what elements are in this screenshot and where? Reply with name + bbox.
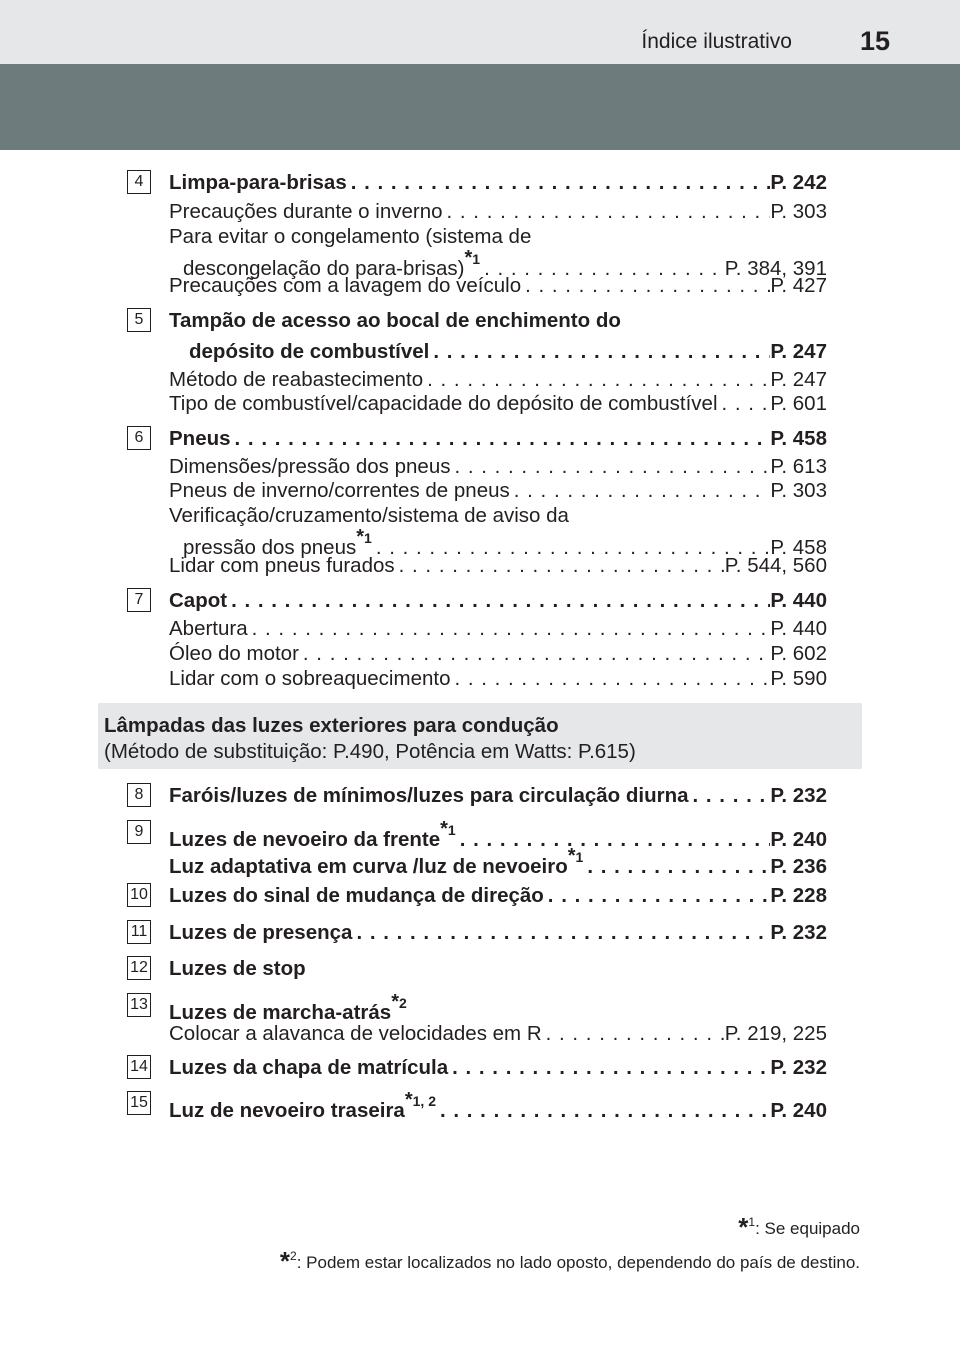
sub-entry-text: descongelação do para-brisas) — [183, 256, 465, 280]
leader-dots — [395, 554, 725, 578]
callout-number: 11 — [127, 920, 151, 944]
sub-entry-label: Abertura — [169, 617, 248, 640]
entry-heading — [169, 309, 827, 333]
entry-text: Luzes de marcha-atrás — [169, 1000, 392, 1024]
sub-entry — [169, 479, 827, 503]
entry-heading — [169, 1089, 827, 1123]
leader-dots — [583, 855, 770, 879]
sub-entry — [169, 200, 827, 224]
entry-label — [169, 845, 584, 879]
footnote-marker: *1 — [440, 818, 456, 840]
page-reference: P. 440 — [770, 589, 827, 612]
entry-label — [169, 991, 407, 1025]
sub-entry — [169, 504, 827, 528]
sub-entry — [169, 368, 827, 392]
entry-label: Luzes de stop — [169, 957, 306, 980]
sub-entry — [169, 1022, 827, 1046]
entry-heading — [169, 589, 827, 613]
page-reference: P. 247 — [770, 368, 827, 391]
leader-dots — [450, 455, 770, 479]
sub-entry-label: Para evitar o congelamento (sistema de — [169, 225, 532, 248]
footnote-number: 1 — [575, 849, 584, 865]
sub-entry-label: Dimensões/pressão dos pneus — [169, 455, 451, 478]
page-reference: P. 602 — [770, 642, 827, 665]
footnote-number: 2 — [290, 1249, 297, 1263]
page-reference: P. 440 — [770, 617, 827, 640]
footnote-number: 1 — [447, 822, 456, 838]
footnote-star: * — [279, 1246, 291, 1276]
page-reference: P. 228 — [770, 884, 827, 907]
sub-entry-label: Precauções com a lavagem do veículo — [169, 274, 522, 297]
sub-entry — [169, 642, 827, 666]
page-reference: P. 303 — [770, 479, 827, 502]
leader-dots — [436, 1099, 770, 1123]
footnote-1 — [738, 1212, 860, 1243]
leader-dots — [544, 884, 771, 908]
entry-label — [169, 1089, 436, 1123]
leader-dots — [510, 479, 771, 503]
entry-label: Luzes de presença — [169, 921, 353, 944]
header-band — [0, 64, 960, 150]
entry-label: Luzes do sinal de mudança de direção — [169, 884, 544, 907]
lamps-section-box — [98, 703, 862, 769]
entry-label: Pneus — [169, 427, 231, 450]
page-reference: P. 236 — [770, 854, 827, 878]
entry-heading-continued — [169, 340, 827, 364]
sub-entry-text: pressão dos pneus — [183, 535, 357, 559]
sub-entry-label: Lidar com o sobreaquecimento — [169, 667, 451, 690]
leader-dots — [423, 368, 770, 392]
entry-text: Luzes de nevoeiro da frente — [169, 827, 441, 851]
page-reference: P. 240 — [770, 827, 827, 851]
leader-dots — [448, 1056, 770, 1080]
entry-heading — [169, 1056, 827, 1080]
leader-dots — [248, 617, 771, 641]
leader-dots — [689, 784, 771, 808]
page-reference: P. 544, 560 — [724, 554, 827, 577]
sub-entry-label: Precauções durante o inverno — [169, 200, 443, 223]
page-reference: P. 427 — [770, 274, 827, 297]
sub-entry-label: Verificação/cruzamento/sistema de aviso da — [169, 504, 569, 527]
entry-heading — [169, 991, 827, 1025]
page-reference: P. 247 — [770, 340, 827, 363]
entry-heading — [169, 884, 827, 908]
leader-dots — [299, 642, 770, 666]
page-reference: P. 242 — [770, 171, 827, 194]
sub-entry — [169, 667, 827, 691]
sub-entry-label: Óleo do motor — [169, 642, 299, 665]
page-reference: P. 219, 225 — [724, 1022, 827, 1045]
footnote-text: : Se equipado — [755, 1219, 860, 1238]
entry-label: Capot — [169, 589, 228, 612]
footnote-marker: *1 — [567, 845, 584, 867]
page-reference: P. 590 — [770, 667, 827, 690]
page-reference: P. 232 — [770, 921, 827, 944]
leader-dots — [429, 340, 770, 364]
sub-entry — [169, 617, 827, 641]
page-reference: P. 303 — [770, 200, 827, 223]
page-reference: P. 384, 391 — [724, 256, 827, 280]
leader-dots — [347, 171, 771, 195]
entry-label: Tampão de acesso ao bocal de enchimento do — [169, 309, 621, 332]
leader-dots — [542, 1022, 725, 1046]
callout-number: 10 — [127, 883, 151, 907]
entry-heading — [169, 427, 827, 451]
callout-number: 9 — [127, 820, 151, 844]
footnote-star: * — [738, 1212, 749, 1242]
page-reference: P. 613 — [770, 455, 827, 478]
entry-label: depósito de combustível — [189, 340, 430, 363]
callout-number: 6 — [127, 426, 151, 450]
page-reference: P. 458 — [770, 427, 827, 450]
footnote-marker: *2 — [391, 991, 407, 1013]
page-number: 15 — [859, 26, 890, 56]
leader-dots — [450, 667, 770, 691]
page-reference: P. 232 — [770, 1056, 827, 1079]
footnote-marker: *1 — [356, 526, 372, 548]
footnote-number: 2 — [398, 995, 407, 1011]
page-reference: P. 232 — [770, 784, 827, 807]
callout-number: 12 — [127, 956, 151, 980]
sub-entry — [169, 392, 827, 416]
sub-entry-label: Tipo de combustível/capacidade do depósito de combustível — [169, 392, 718, 415]
leader-dots — [443, 200, 771, 224]
sub-entry — [169, 274, 827, 298]
callout-number: 5 — [127, 308, 151, 332]
callout-number: 4 — [127, 170, 151, 194]
entry-label: Faróis/luzes de mínimos/luzes para circulação diurna — [169, 784, 689, 807]
callout-number: 7 — [127, 588, 151, 612]
footnote-marker: *1 — [464, 247, 481, 269]
sub-entry — [169, 554, 827, 578]
section-title: Índice ilustrativo — [641, 30, 792, 53]
footnote-2 — [280, 1246, 860, 1277]
leader-dots — [352, 921, 770, 945]
entry-heading-extra — [169, 845, 827, 879]
page-reference: P. 601 — [770, 392, 827, 415]
callout-number: 15 — [127, 1091, 151, 1115]
footnote-number: 1 — [748, 1215, 756, 1229]
entry-text: Luz adaptativa em curva /luz de nevoeiro — [169, 854, 568, 878]
page-reference: P. 458 — [770, 535, 827, 559]
footnote-number: 1, 2 — [412, 1093, 436, 1109]
sub-entry-label: Lidar com pneus furados — [169, 554, 395, 577]
callout-number: 14 — [127, 1055, 151, 1079]
leader-dots — [718, 392, 771, 416]
entry-heading — [169, 171, 827, 195]
sub-entry-label: Pneus de inverno/correntes de pneus — [169, 479, 510, 502]
sub-entry-label: Método de reabastecimento — [169, 368, 424, 391]
lamps-section-subtitle: (Método de substituição: P.490, Potência em Watts: P.615) — [104, 740, 636, 763]
entry-label: Luzes da chapa de matrícula — [169, 1056, 449, 1079]
footnote-number: 1 — [364, 530, 372, 546]
footnote-number: 1 — [472, 251, 481, 267]
lamps-section-title: Lâmpadas das luzes exteriores para condução — [104, 714, 559, 737]
entry-heading — [169, 784, 827, 808]
callout-number: 8 — [127, 783, 151, 807]
footnote-text: : Podem estar localizados no lado oposto, dependendo do país de destino. — [296, 1253, 860, 1272]
entry-heading — [169, 921, 827, 945]
sub-entry-label: Colocar a alavanca de velocidades em R — [169, 1022, 542, 1045]
leader-dots — [231, 427, 771, 451]
entry-text: Luz de nevoeiro traseira — [169, 1098, 405, 1122]
page-reference: P. 240 — [770, 1098, 827, 1122]
entry-heading — [169, 957, 827, 981]
leader-dots — [521, 274, 770, 298]
sub-entry — [169, 225, 827, 249]
entry-label: Limpa-para-brisas — [169, 171, 347, 194]
sub-entry — [169, 455, 827, 479]
leader-dots — [227, 589, 770, 613]
callout-number: 13 — [127, 993, 151, 1017]
footnote-marker: *1, 2 — [404, 1089, 436, 1111]
page-header — [0, 0, 960, 64]
